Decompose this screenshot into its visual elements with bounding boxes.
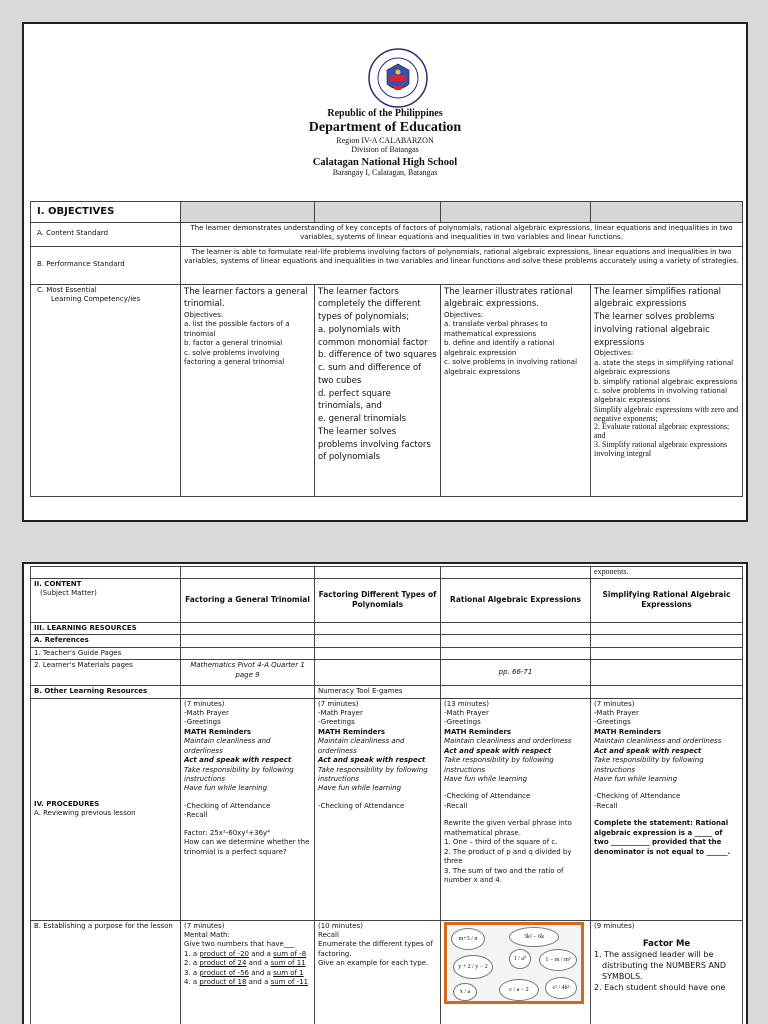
lesson-plan-page-2	[22, 562, 748, 1024]
other-resources-label: B. Other Learning Resources	[31, 686, 181, 698]
reminder-item: Act and speak with respect	[594, 746, 702, 755]
empty-cell	[315, 567, 441, 579]
melc-label-line: C. Most Essential	[37, 285, 97, 294]
empty-cell	[181, 567, 315, 579]
melc-objective: b. factor a general trinomial	[184, 339, 283, 348]
spacer	[444, 811, 587, 819]
melc-item: The learner factors completely the different types of polynomials;	[318, 286, 421, 322]
mental-math-item	[184, 978, 311, 987]
content-label	[31, 578, 181, 622]
routine-item: -Greetings	[444, 718, 481, 727]
product-text: product of -20	[199, 949, 249, 958]
reminder-item: Act and speak with respect	[184, 756, 292, 765]
product-text: product of 24	[199, 959, 247, 968]
reminders-heading: MATH Reminders	[318, 727, 386, 736]
mental-math-intro: Give two numbers that have___	[184, 940, 295, 949]
melc-objective: a. list the possible factors of a trinomial	[184, 320, 290, 338]
melc-col-2	[315, 284, 441, 496]
melc-main: The learner solves problems involving rational algebraic expressions	[594, 312, 715, 348]
reminders-heading: MATH Reminders	[444, 727, 512, 736]
routine-item: -Math Prayer	[594, 708, 639, 717]
deped-seal-icon	[368, 48, 428, 108]
empty-cell	[591, 622, 743, 634]
resources-heading: III. LEARNING RESOURCES	[31, 622, 181, 634]
expression-bubble: x / a	[453, 983, 477, 1001]
reminder-item: Have fun while learning	[444, 775, 528, 784]
item-prefix: 1. a	[184, 949, 200, 958]
empty-cell	[441, 567, 591, 579]
department-line: Department of Education	[308, 120, 462, 135]
reminder-item: Have fun while learning	[184, 784, 268, 793]
spacer	[594, 784, 739, 792]
mental-math-title: Mental Math:	[184, 930, 230, 939]
objectives-table	[30, 201, 743, 497]
product-text: product of 18	[199, 978, 247, 987]
melc-serif-item: Simplify algebraic expressions with zero and negative exponents;	[594, 404, 739, 423]
melc-item: c. sum and difference of two cubes	[318, 363, 422, 386]
empty-cell	[441, 622, 591, 634]
item-joiner: and a	[248, 949, 274, 958]
spacer	[594, 811, 739, 819]
purpose-col-4	[591, 920, 743, 1024]
melc-main: The learner simplifies rational algebraic expressions	[594, 286, 721, 310]
routine-item: -Checking of Attendance	[594, 792, 681, 801]
routine-item: -Recall	[444, 801, 468, 810]
melc-item: b. difference of two squares	[318, 350, 437, 361]
procedures-subheading: A. Reviewing previous lesson	[34, 809, 136, 818]
performance-standard-label: B. Performance Standard	[31, 246, 181, 284]
header-cell	[591, 202, 743, 223]
item-prefix: 3. a	[184, 968, 200, 977]
purpose-label: B. Establishing a purpose for the lesson	[31, 920, 181, 1024]
spacer	[444, 784, 587, 792]
procedures-label	[31, 698, 181, 920]
objectives-heading: I. OBJECTIVES	[31, 202, 181, 223]
reminder-item: Take responsibility by following instructions	[318, 765, 428, 784]
content-standard-text: The learner demonstrates understanding of key concepts of factors of polynomials, rational algebraic expressions, linear equations and inequalities in two variables, systems of linear equations and inequalities in two variables and linear functions.	[181, 222, 743, 246]
recall-text: Enumerate the different types of factoring.	[318, 940, 433, 958]
mental-math-item	[184, 959, 311, 968]
empty-cell	[181, 635, 315, 647]
expression-bubble: m+3 / n	[451, 928, 485, 950]
time-allotment: (9 minutes)	[594, 921, 635, 930]
carry-over-text: exponents.	[591, 567, 743, 579]
reminder-item: Maintain cleanliness and orderliness	[444, 737, 572, 746]
item-joiner: and a	[246, 959, 271, 968]
activity-step: 1. The assigned leader will be distributing the NUMBERS AND SYMBOLS.	[594, 950, 727, 982]
mental-math-list	[184, 950, 311, 988]
empty-cell	[591, 686, 743, 698]
reminder-item: Take responsibility by following instructions	[184, 765, 294, 784]
item-prefix: 4. a	[184, 978, 200, 987]
expression-bubble: c / a − 2	[499, 979, 539, 1001]
routine-item: -Checking of Attendance	[444, 792, 531, 801]
recall-text: Give an example for each type.	[318, 959, 429, 968]
routine-item: -Greetings	[594, 718, 631, 727]
sum-text: sum of 11	[270, 959, 306, 968]
item-joiner: and a	[246, 978, 271, 987]
reminder-item: Maintain cleanliness and orderliness	[594, 737, 722, 746]
melc-objective: b. define and identify a rational algebraic expression	[444, 339, 555, 357]
empty-cell	[315, 622, 441, 634]
reminders-heading: MATH Reminders	[594, 727, 662, 736]
expression-bubble: 1 − m / m³	[539, 949, 577, 971]
teachers-guide-label: 1. Teacher's Guide Pages	[31, 647, 181, 659]
reminders-heading: MATH Reminders	[184, 727, 252, 736]
item-joiner: and a	[248, 968, 274, 977]
melc-item: The learner solves problems involving factors of polynomials	[318, 426, 431, 463]
item-prefix: 2. a	[184, 959, 200, 968]
complete-statement: Complete the statement: Rational algebraic expression is a _____ of two ___________ provided that the denominator is not equal to ______.	[594, 819, 731, 856]
factor-prompt: Factor: 25x²-60xy²+36y⁴	[184, 828, 270, 837]
melc-item: a. polynomials with common monomial factor	[318, 324, 428, 348]
melc-item: d. perfect square trinomials, and	[318, 388, 391, 412]
empty-cell	[441, 647, 591, 659]
routine-item: -Recall	[594, 801, 618, 810]
review-col-3	[441, 698, 591, 920]
empty-cell	[441, 686, 591, 698]
empty-cell	[591, 647, 743, 659]
reminder-item: Maintain cleanliness and orderliness	[318, 737, 405, 755]
factor-question: How can we determine whether the trinomial is a perfect square?	[184, 838, 310, 856]
learners-materials-col-3: pp. 66-71	[441, 660, 591, 686]
header-cell	[441, 202, 591, 223]
empty-cell	[31, 567, 181, 579]
empty-cell	[181, 647, 315, 659]
routine-item: -Math Prayer	[184, 708, 229, 717]
activity-title: Factor Me	[642, 938, 691, 949]
melc-objective: Objectives:	[444, 311, 484, 319]
melc-main: The learner illustrates rational algebraic expressions.	[444, 286, 573, 310]
spacer	[184, 821, 311, 829]
references-label: A. References	[31, 635, 181, 647]
content-standard-label: A. Content Standard	[31, 222, 181, 246]
spacer	[318, 794, 437, 802]
melc-serif-item: 2. Evaluate rational algebraic expressions; and	[594, 422, 730, 441]
empty-cell	[181, 622, 315, 634]
melc-col-4	[591, 284, 743, 496]
lesson-plan-page-1	[22, 22, 748, 522]
melc-objective: Objectives:	[184, 311, 224, 319]
region-line: Region IV-A CALABARZON	[336, 136, 434, 145]
expression-bubble: 1 / a⁰	[509, 949, 531, 969]
melc-objective: a. state the steps in simplifying rational algebraic expressions	[594, 358, 734, 377]
letterhead	[24, 24, 746, 199]
reminder-item: Maintain cleanliness and orderliness	[184, 737, 271, 755]
melc-objective: Objectives:	[594, 349, 634, 358]
reminder-item: Take responsibility by following instructions	[444, 756, 554, 774]
topic-col-3: Rational Algebraic Expressions	[441, 578, 591, 622]
empty-cell	[315, 635, 441, 647]
content-procedures-table	[30, 566, 743, 1024]
recall-heading: Recall	[318, 930, 339, 939]
school-address: Barangay I, Calatagan, Batangas	[332, 168, 438, 177]
header-cell	[181, 202, 315, 223]
review-col-2	[315, 698, 441, 920]
reminder-item: Have fun while learning	[318, 784, 402, 793]
melc-serif-item: 3. Simplify rational algebraic expressions involving integral	[594, 440, 728, 458]
purpose-col-2	[315, 920, 441, 1024]
time-allotment: (7 minutes)	[184, 699, 225, 708]
rewrite-item: 2. The product of p and q divided by three	[444, 847, 572, 866]
empty-cell	[315, 660, 441, 686]
reminder-item: Act and speak with respect	[444, 746, 552, 755]
routine-item: -Checking of Attendance	[318, 801, 405, 810]
sum-text: sum of 1	[273, 968, 304, 977]
melc-objective: b. simplify rational algebraic expressions	[594, 377, 738, 386]
melc-objective: c. solve problems in involving rational algebraic expressions	[444, 358, 578, 376]
rewrite-item: 1. One – third of the square of c.	[444, 838, 558, 847]
republic-line: Republic of the Philippines	[327, 108, 443, 119]
review-col-4	[591, 698, 743, 920]
spacer	[184, 794, 311, 802]
melc-col-3	[441, 284, 591, 496]
melc-main: The learner factors a general trinomial.	[184, 286, 308, 310]
melc-item: e. general trinomials	[318, 414, 407, 424]
routine-item: -Greetings	[318, 718, 355, 727]
division-line: Division of Batangas	[351, 145, 419, 154]
time-allotment: (7 minutes)	[318, 699, 359, 708]
time-allotment: (13 minutes)	[444, 699, 489, 708]
time-allotment: (10 minutes)	[318, 921, 363, 930]
sum-text: sum of -11	[270, 978, 309, 987]
time-allotment: (7 minutes)	[184, 921, 225, 930]
melc-objective: c. solve problems involving factoring a general trinomial	[184, 348, 285, 367]
empty-cell	[441, 635, 591, 647]
empty-cell	[181, 686, 315, 698]
sum-text: sum of -8	[273, 949, 307, 958]
melc-col-1	[181, 284, 315, 496]
topic-col-1: Factoring a General Trinomial	[181, 578, 315, 622]
topic-col-4: Simplifying Rational Algebraic Expressions	[591, 578, 743, 622]
content-heading: II. CONTENT	[34, 579, 82, 588]
rewrite-instruction: Rewrite the given verbal phrase into mathematical phrase.	[444, 819, 572, 837]
time-allotment: (7 minutes)	[594, 699, 635, 708]
routine-item: -Math Prayer	[444, 708, 489, 717]
content-subheading: (Subject Matter)	[40, 589, 97, 598]
mental-math-item	[184, 950, 311, 959]
learners-materials-label: 2. Learner's Materials pages	[31, 660, 181, 686]
melc-label-line: Learning Competency/ies	[51, 294, 141, 303]
expression-bubble: y + 2 / y − 2	[453, 955, 493, 979]
reminder-item: Have fun while learning	[594, 775, 678, 784]
reminder-item: Act and speak with respect	[318, 756, 426, 765]
routine-item: -Recall	[184, 811, 208, 820]
other-resources-col-2: Numeracy Tool E-games	[315, 686, 441, 698]
expression-bubble: c² / 4b²	[545, 977, 577, 999]
purpose-col-3	[441, 920, 591, 1024]
empty-cell	[591, 660, 743, 686]
expression-bubble: 3k² − 6k	[509, 927, 559, 947]
header-cell	[315, 202, 441, 223]
mental-math-item	[184, 969, 311, 978]
melc-objective: a. translate verbal phrases to mathematical expressions	[444, 320, 548, 338]
reminder-item: Take responsibility by following instructions	[594, 756, 704, 774]
performance-standard-text: The learner is able to formulate real-life problems involving factors of polynomials, rational algebraic expressions, linear equations and inequalities in two variables, systems of linear equations and inequalities in two variables and linear functions and solve these problems accurately using a variety of strategies.	[181, 246, 743, 284]
rational-expressions-image	[444, 922, 584, 1004]
routine-item: -Greetings	[184, 718, 221, 727]
routine-item: -Math Prayer	[318, 708, 363, 717]
rewrite-item: 3. The sum of two and the ratio of number x and 4.	[444, 866, 564, 884]
routine-item: -Checking of Attendance	[184, 801, 271, 810]
melc-objective: c. solve problems in involving rational algebraic expressions	[594, 387, 728, 405]
procedures-heading: IV. PROCEDURES	[34, 799, 100, 808]
topic-col-2: Factoring Different Types of Polynomials	[315, 578, 441, 622]
melc-label	[31, 284, 181, 496]
spacer	[594, 931, 739, 939]
school-name: Calatagan National High School	[312, 157, 458, 168]
learners-materials-col-1: Mathematics Pivot 4-A Quarter 1 page 9	[181, 660, 315, 686]
purpose-col-1	[181, 920, 315, 1024]
activity-step: 2. Each student should have one	[594, 982, 726, 992]
empty-cell	[315, 647, 441, 659]
review-col-1	[181, 698, 315, 920]
product-text: product of -56	[199, 968, 249, 977]
empty-cell	[591, 635, 743, 647]
